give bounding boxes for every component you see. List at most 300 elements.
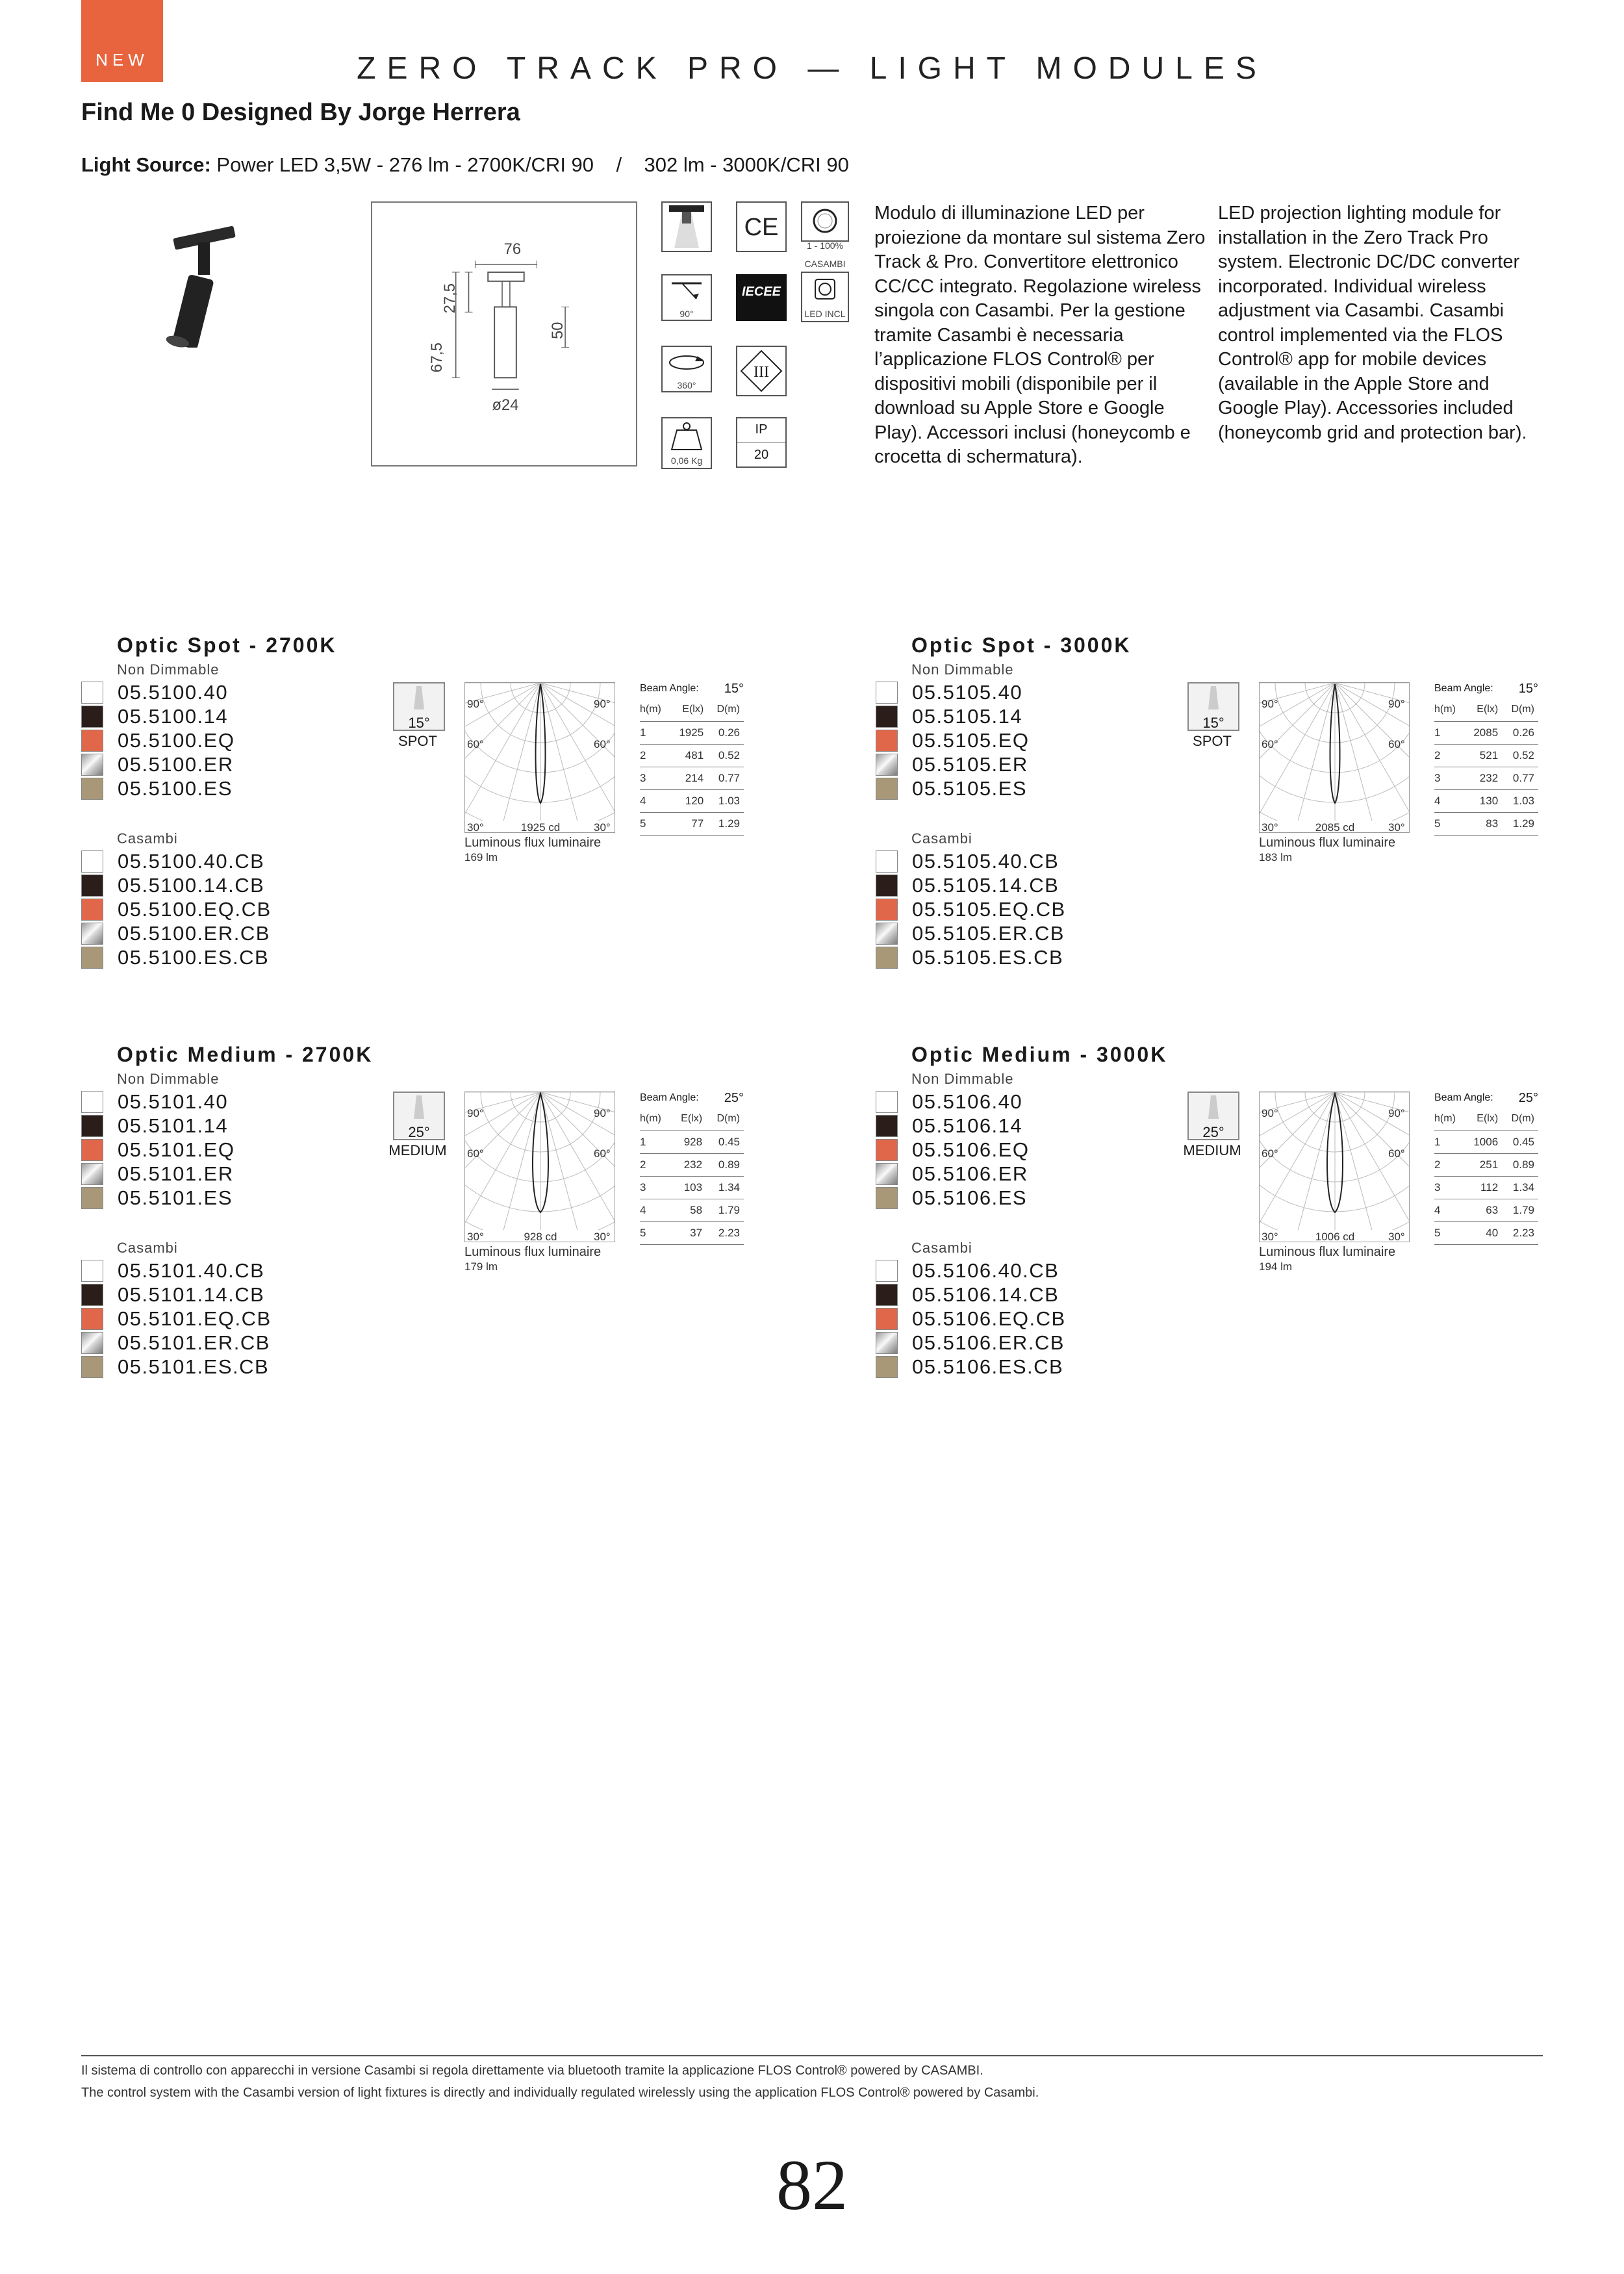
diameter-cell: 1.03	[707, 789, 744, 812]
finish-swatch	[876, 947, 898, 969]
diameter-cell: 2.23	[706, 1221, 744, 1244]
finish-swatch	[876, 1139, 898, 1161]
flux-value: 179 lm	[464, 1260, 498, 1273]
casambi-code-row	[876, 1307, 1066, 1331]
class-iii-icon	[736, 346, 787, 396]
beam-table-row	[640, 1221, 744, 1244]
finish-swatch	[81, 1356, 103, 1378]
dim-width: 76	[503, 240, 522, 259]
casambi-product-code: 05.5106.40.CB	[912, 1258, 1059, 1282]
polar-label-90-left: 90°	[1262, 698, 1278, 710]
e-header: E(lx)	[670, 1108, 706, 1131]
svg-text:III: III	[754, 364, 769, 381]
finish-swatch	[876, 899, 898, 921]
casambi-code-row	[81, 921, 270, 945]
diameter-cell: 0.77	[1502, 767, 1538, 789]
polar-label-60-right: 60°	[594, 738, 611, 750]
beam-name: MEDIUM	[1183, 1142, 1241, 1158]
casambi-code-row	[81, 849, 264, 873]
non-dimmable-label: Non Dimmable	[117, 1071, 220, 1087]
finish-swatch	[876, 730, 898, 752]
ip-label: IP	[737, 418, 785, 442]
casambi-product-code: 05.5105.ER.CB	[912, 921, 1065, 945]
product-code: 05.5106.ER	[912, 1162, 1028, 1185]
beam-table-header-row	[640, 1108, 744, 1131]
beam-table-header-row	[1434, 1108, 1538, 1131]
polar-diagram	[464, 682, 615, 833]
polar-label-30-right: 30°	[1388, 821, 1405, 833]
diameter-cell: 1.29	[1502, 812, 1538, 835]
height-cell: 3	[1434, 1176, 1464, 1199]
beam-angle-header-value: 15°	[1518, 681, 1538, 696]
polar-label-90-left: 90°	[1262, 1107, 1278, 1119]
dim-diameter: ø24	[492, 396, 519, 414]
led-incl-icon	[801, 272, 849, 322]
finish-swatch	[876, 706, 898, 728]
product-code-row	[81, 1090, 228, 1114]
beam-table-title	[640, 679, 744, 698]
beam-name: SPOT	[398, 733, 437, 749]
illuminance-cell: 130	[1464, 789, 1503, 812]
casambi-product-code: 05.5106.ES.CB	[912, 1355, 1064, 1378]
casambi-product-code: 05.5100.14.CB	[118, 873, 265, 897]
product-code: 05.5100.14	[118, 704, 229, 728]
svg-text:CE: CE	[744, 214, 779, 241]
flux-value: 169 lm	[464, 851, 498, 863]
illuminance-cell: 928	[670, 1131, 706, 1153]
casambi-code-row	[81, 873, 264, 897]
finish-swatch	[876, 778, 898, 800]
casambi-dimmer-icon	[801, 201, 849, 242]
finish-swatch	[81, 1163, 103, 1185]
finish-swatch	[81, 778, 103, 800]
dim-top-height: 27,5	[440, 283, 459, 314]
product-code: 05.5101.EQ	[118, 1138, 235, 1161]
casambi-code-row	[81, 1331, 270, 1355]
d-header: D(m)	[706, 1108, 744, 1131]
illuminance-cell: 521	[1464, 744, 1503, 767]
led-incl-caption: LED INCL	[804, 309, 846, 319]
d-header: D(m)	[707, 698, 744, 721]
polar-label-90-right: 90°	[594, 698, 611, 710]
beam-angle-header-value: 15°	[724, 681, 744, 696]
casambi-product-code: 05.5105.ES.CB	[912, 945, 1064, 969]
product-code-row	[81, 776, 233, 800]
diameter-cell: 1.03	[1502, 789, 1538, 812]
ce-icon	[736, 201, 787, 252]
flux-label: Luminous flux luminaire	[1259, 836, 1396, 850]
beam-angle-value: 25°	[1202, 1124, 1224, 1140]
height-cell: 2	[1434, 1153, 1464, 1176]
product-code: 05.5105.ES	[912, 776, 1028, 800]
polar-label-90-left: 90°	[467, 1107, 484, 1119]
height-cell: 4	[1434, 789, 1464, 812]
section-title: Optic Medium - 3000K	[911, 1043, 1168, 1066]
new-badge	[81, 0, 163, 82]
beam-table	[640, 1088, 744, 1245]
finish-swatch	[876, 1284, 898, 1306]
product-code: 05.5106.40	[912, 1090, 1023, 1113]
casambi-product-code: 05.5106.14.CB	[912, 1283, 1059, 1306]
product-code-row	[876, 680, 1022, 704]
product-code-row	[81, 1186, 233, 1210]
polar-label-90-right: 90°	[1388, 1107, 1405, 1119]
product-code-row	[876, 1162, 1028, 1186]
illuminance-cell: 2085	[1464, 721, 1503, 744]
beam-angle-header: Beam Angle:	[1434, 1092, 1493, 1103]
beam-angle-header-value: 25°	[1518, 1090, 1538, 1105]
casambi-product-code: 05.5100.ER.CB	[118, 921, 270, 945]
casambi-code-row	[876, 1258, 1059, 1283]
iecee-label: IECEE	[741, 285, 781, 299]
tilt-caption: 90°	[679, 309, 694, 319]
beam-angle-value: 15°	[1202, 715, 1224, 731]
page-number: 82	[776, 2145, 848, 2225]
beam-table-title	[1434, 679, 1538, 698]
beam-table-row	[1434, 789, 1538, 812]
h-header: h(m)	[1434, 1108, 1464, 1131]
flux-value: 183 lm	[1259, 851, 1293, 863]
height-cell: 5	[640, 812, 670, 835]
height-cell: 4	[1434, 1199, 1464, 1221]
finish-swatch	[81, 899, 103, 921]
product-code: 05.5105.ER	[912, 752, 1028, 776]
e-header: E(lx)	[670, 698, 708, 721]
light-source	[81, 153, 849, 177]
height-cell: 1	[1434, 1131, 1464, 1153]
finish-swatch	[876, 1308, 898, 1330]
illuminance-cell: 481	[670, 744, 708, 767]
diameter-cell: 0.45	[1502, 1131, 1538, 1153]
casambi-code-row	[876, 1283, 1059, 1307]
casambi-product-code: 05.5101.ES.CB	[118, 1355, 270, 1378]
polar-label-30-right: 30°	[594, 1231, 611, 1242]
casambi-code-row	[876, 1355, 1063, 1379]
casambi-code-row	[81, 1307, 272, 1331]
finish-swatch	[876, 1332, 898, 1354]
casambi-code-row	[81, 1355, 269, 1379]
finish-swatch	[81, 1332, 103, 1354]
diameter-cell: 0.77	[707, 767, 744, 789]
beam-table-row	[1434, 1221, 1538, 1244]
weight-icon	[661, 417, 712, 469]
illuminance-cell: 103	[670, 1176, 706, 1199]
casambi-code-row	[876, 945, 1063, 969]
casambi-label: Casambi	[117, 1240, 178, 1256]
beam-table-row	[640, 767, 744, 789]
polar-candela: 928 cd	[524, 1231, 557, 1242]
casambi-product-code: 05.5106.EQ.CB	[912, 1307, 1066, 1330]
iecee-icon	[736, 274, 787, 321]
height-cell: 3	[640, 1176, 670, 1199]
casambi-code-row	[81, 1258, 264, 1283]
beam-table-row	[1434, 1153, 1538, 1176]
casambi-code-row	[81, 945, 269, 969]
flux-value: 194 lm	[1259, 1260, 1293, 1273]
dim-total-height: 67,5	[427, 342, 446, 373]
finish-swatch	[81, 875, 103, 897]
product-code: 05.5105.40	[912, 680, 1023, 704]
beam-name: SPOT	[1193, 733, 1232, 749]
polar-diagram	[464, 1092, 615, 1242]
finish-swatch	[81, 1187, 103, 1209]
ip-rating-box	[736, 417, 787, 468]
polar-label-30-right: 30°	[594, 821, 611, 833]
illuminance-cell: 120	[670, 789, 708, 812]
illuminance-cell: 112	[1464, 1176, 1503, 1199]
h-header: h(m)	[640, 1108, 670, 1131]
casambi-product-code: 05.5101.EQ.CB	[118, 1307, 272, 1330]
finish-swatch	[81, 1115, 103, 1137]
height-cell: 3	[1434, 767, 1464, 789]
casambi-product-code: 05.5105.14.CB	[912, 873, 1059, 897]
illuminance-cell: 232	[670, 1153, 706, 1176]
product-code: 05.5106.14	[912, 1114, 1023, 1137]
finish-swatch	[876, 850, 898, 873]
finish-swatch	[876, 923, 898, 945]
illuminance-cell: 58	[670, 1199, 706, 1221]
polar-label-30-right: 30°	[1388, 1231, 1405, 1242]
finish-swatch	[81, 754, 103, 776]
polar-candela: 1925 cd	[520, 821, 561, 833]
section-title: Optic Medium - 2700K	[117, 1043, 374, 1066]
diameter-cell: 0.89	[706, 1153, 744, 1176]
dim-side-height: 50	[549, 322, 567, 339]
footer-note-italian: Il sistema di controllo con apparecchi in versione Casambi si regola direttamente via bluetooth tramite la applicazione FLOS Control® powered by CASAMBI.	[81, 2063, 983, 2078]
casambi-caption: CASAMBI	[804, 259, 846, 269]
product-code-row	[876, 1090, 1022, 1114]
illuminance-cell: 83	[1464, 812, 1503, 835]
beam-table-row	[640, 1131, 744, 1153]
diameter-cell: 1.79	[706, 1199, 744, 1221]
polar-label-60-left: 60°	[467, 1147, 484, 1160]
product-code: 05.5106.ES	[912, 1186, 1028, 1209]
finish-swatch	[876, 1091, 898, 1113]
casambi-product-code: 05.5105.40.CB	[912, 849, 1059, 873]
casambi-product-code: 05.5101.14.CB	[118, 1283, 265, 1306]
polar-candela: 1006 cd	[1315, 1231, 1355, 1242]
illuminance-cell: 63	[1464, 1199, 1503, 1221]
product-code-row	[81, 1138, 235, 1162]
description-italian: Modulo di illuminazione LED per proiezione da montare sul sistema Zero Track & Pro. Convertitore elettronico CC/CC integrato. Regolazione wireless singola con Casambi. Per la gestione tramite Casambi è necessaria l’applicazione FLOS Control® per dispositivi mobili (disponibile per il download su Apple Store e Google Play). Accessori inclusi (honeycomb e crocetta di schermatura).	[874, 203, 1206, 467]
casambi-code-row	[81, 1283, 264, 1307]
section-title: Optic Spot - 2700K	[117, 633, 337, 657]
finish-swatch	[81, 706, 103, 728]
flux-label: Luminous flux luminaire	[464, 836, 602, 850]
height-cell: 3	[640, 767, 670, 789]
diameter-cell: 0.52	[1502, 744, 1538, 767]
product-code: 05.5101.ES	[118, 1186, 233, 1209]
illuminance-cell: 251	[1464, 1153, 1503, 1176]
finish-swatch	[81, 1308, 103, 1330]
product-code-row	[876, 1138, 1029, 1162]
e-header: E(lx)	[1464, 698, 1503, 721]
product-code: 05.5101.40	[118, 1090, 229, 1113]
diameter-cell: 1.34	[1502, 1176, 1538, 1199]
diameter-cell: 1.34	[706, 1176, 744, 1199]
casambi-product-code: 05.5101.40.CB	[118, 1258, 265, 1282]
product-code: 05.5100.40	[118, 680, 229, 704]
casambi-product-code: 05.5101.ER.CB	[118, 1331, 270, 1354]
product-code-row	[81, 704, 228, 728]
diameter-cell: 0.26	[1502, 721, 1538, 744]
illuminance-cell: 1925	[670, 721, 708, 744]
product-code: 05.5105.EQ	[912, 728, 1030, 752]
casambi-product-code: 05.5106.ER.CB	[912, 1331, 1065, 1354]
casambi-pct-caption: 1 - 100%	[806, 240, 844, 251]
finish-swatch	[81, 923, 103, 945]
casambi-product-code: 05.5105.EQ.CB	[912, 897, 1066, 921]
track-spot-icon	[661, 201, 712, 252]
beam-table-row	[1434, 767, 1538, 789]
illuminance-cell: 232	[1464, 767, 1503, 789]
product-code-row	[876, 776, 1027, 800]
beam-table-row	[640, 1153, 744, 1176]
beam-angle-header-value: 25°	[724, 1090, 744, 1105]
ip-value: 20	[754, 448, 769, 462]
height-cell: 5	[1434, 812, 1464, 835]
weight-caption: 0,06 Kg	[670, 455, 703, 466]
polar-label-30-left: 30°	[467, 821, 484, 833]
polar-candela: 2085 cd	[1315, 821, 1355, 833]
polar-diagram	[1259, 1092, 1410, 1242]
finish-swatch	[81, 850, 103, 873]
diameter-cell: 0.89	[1502, 1153, 1538, 1176]
beam-table-row	[640, 1199, 744, 1221]
polar-label-30-left: 30°	[1262, 1231, 1278, 1242]
product-code-row	[81, 728, 235, 752]
casambi-product-code: 05.5100.EQ.CB	[118, 897, 272, 921]
finish-swatch	[876, 1260, 898, 1282]
flux-label: Luminous flux luminaire	[464, 1245, 602, 1259]
light-source-label: Light Source:	[81, 153, 211, 176]
product-code: 05.5100.EQ	[118, 728, 235, 752]
diameter-cell: 1.79	[1502, 1199, 1538, 1221]
beam-table-row	[640, 789, 744, 812]
diameter-cell: 2.23	[1502, 1221, 1538, 1244]
light-source-value: Power LED 3,5W - 276 lm - 2700K/CRI 90 / 302 lm - 3000K/CRI 90	[210, 153, 849, 176]
tilt-icon	[661, 274, 712, 321]
illuminance-cell: 37	[670, 1221, 706, 1244]
height-cell: 5	[640, 1221, 670, 1244]
casambi-product-code: 05.5100.ES.CB	[118, 945, 270, 969]
polar-label-60-left: 60°	[467, 738, 484, 750]
polar-label-60-right: 60°	[594, 1147, 611, 1160]
finish-swatch	[876, 754, 898, 776]
height-cell: 1	[1434, 721, 1464, 744]
product-code-row	[876, 752, 1028, 776]
height-cell: 5	[1434, 1221, 1464, 1244]
e-header: E(lx)	[1464, 1108, 1503, 1131]
casambi-label: Casambi	[117, 830, 178, 847]
new-badge-label: NEW	[95, 50, 149, 70]
casambi-code-row	[81, 897, 272, 921]
d-header: D(m)	[1502, 698, 1538, 721]
polar-label-60-left: 60°	[1262, 738, 1278, 750]
casambi-product-code: 05.5100.40.CB	[118, 849, 265, 873]
non-dimmable-label: Non Dimmable	[911, 661, 1014, 678]
product-subtitle: Find Me 0 Designed By Jorge Herrera	[81, 99, 520, 126]
non-dimmable-label: Non Dimmable	[117, 661, 220, 678]
beam-table	[1434, 679, 1538, 836]
product-code-row	[876, 704, 1022, 728]
footer-note-english: The control system with the Casambi version of light fixtures is directly and individually regulated wirelessly using the application FLOS Control® powered by Casambi.	[81, 2086, 1039, 2100]
footer-divider	[81, 2055, 1543, 2056]
polar-diagram	[1259, 682, 1410, 833]
product-code: 05.5101.14	[118, 1114, 229, 1137]
height-cell: 1	[640, 721, 670, 744]
product-code: 05.5105.14	[912, 704, 1023, 728]
finish-swatch	[876, 1187, 898, 1209]
finish-swatch	[81, 1091, 103, 1113]
product-image	[166, 218, 257, 348]
finish-swatch	[81, 730, 103, 752]
polar-label-60-right: 60°	[1388, 1147, 1405, 1160]
beam-table-row	[640, 721, 744, 744]
page-title: ZERO TRACK PRO — LIGHT MODULES	[357, 51, 1267, 86]
beam-table-row	[1434, 812, 1538, 835]
description-english: LED projection lighting module for installation in the Zero Track Pro system. Electronic DC/DC converter incorporated. Individual wireless adjustment via Casambi. Casambi control implemented via the FLOS Control® app for mobile devices (available in the Apple Store and Google Play). Accessories included (honeycomb grid and protection bar).	[1218, 203, 1527, 443]
finish-swatch	[81, 1260, 103, 1282]
product-code: 05.5106.EQ	[912, 1138, 1030, 1161]
section-title: Optic Spot - 3000K	[911, 633, 1132, 657]
product-code: 05.5100.ES	[118, 776, 233, 800]
casambi-label: Casambi	[911, 830, 972, 847]
beam-angle-header: Beam Angle:	[640, 1092, 699, 1103]
finish-swatch	[81, 947, 103, 969]
technical-drawing	[371, 201, 637, 466]
finish-swatch	[81, 1284, 103, 1306]
beam-angle-value: 25°	[408, 1124, 430, 1140]
illuminance-cell: 77	[670, 812, 708, 835]
polar-label-30-left: 30°	[467, 1231, 484, 1242]
beam-table-header-row	[640, 698, 744, 721]
product-code-row	[81, 1162, 234, 1186]
beam-table-row	[640, 812, 744, 835]
diameter-cell: 0.45	[706, 1131, 744, 1153]
finish-swatch	[876, 875, 898, 897]
beam-table-title	[640, 1088, 744, 1108]
casambi-code-row	[876, 897, 1066, 921]
illuminance-cell: 40	[1464, 1221, 1503, 1244]
beam-table-row	[1434, 721, 1538, 744]
polar-label-60-left: 60°	[1262, 1147, 1278, 1160]
casambi-code-row	[876, 849, 1059, 873]
polar-label-30-left: 30°	[1262, 821, 1278, 833]
height-cell: 2	[640, 1153, 670, 1176]
polar-label-90-right: 90°	[1388, 698, 1405, 710]
casambi-code-row	[876, 921, 1065, 945]
polar-label-90-left: 90°	[467, 698, 484, 710]
beam-table-header-row	[1434, 698, 1538, 721]
beam-table	[1434, 1088, 1538, 1245]
product-code-row	[81, 752, 234, 776]
product-code-row	[876, 1114, 1022, 1138]
non-dimmable-label: Non Dimmable	[911, 1071, 1014, 1087]
finish-swatch	[876, 1356, 898, 1378]
product-code-row	[876, 1186, 1027, 1210]
height-cell: 1	[640, 1131, 670, 1153]
flux-label: Luminous flux luminaire	[1259, 1245, 1396, 1259]
casambi-code-row	[876, 1331, 1065, 1355]
polar-label-90-right: 90°	[594, 1107, 611, 1119]
beam-table-row	[1434, 744, 1538, 767]
finish-swatch	[876, 1115, 898, 1137]
product-code-row	[81, 680, 228, 704]
beam-table-title	[1434, 1088, 1538, 1108]
beam-table-row	[640, 744, 744, 767]
h-header: h(m)	[640, 698, 670, 721]
